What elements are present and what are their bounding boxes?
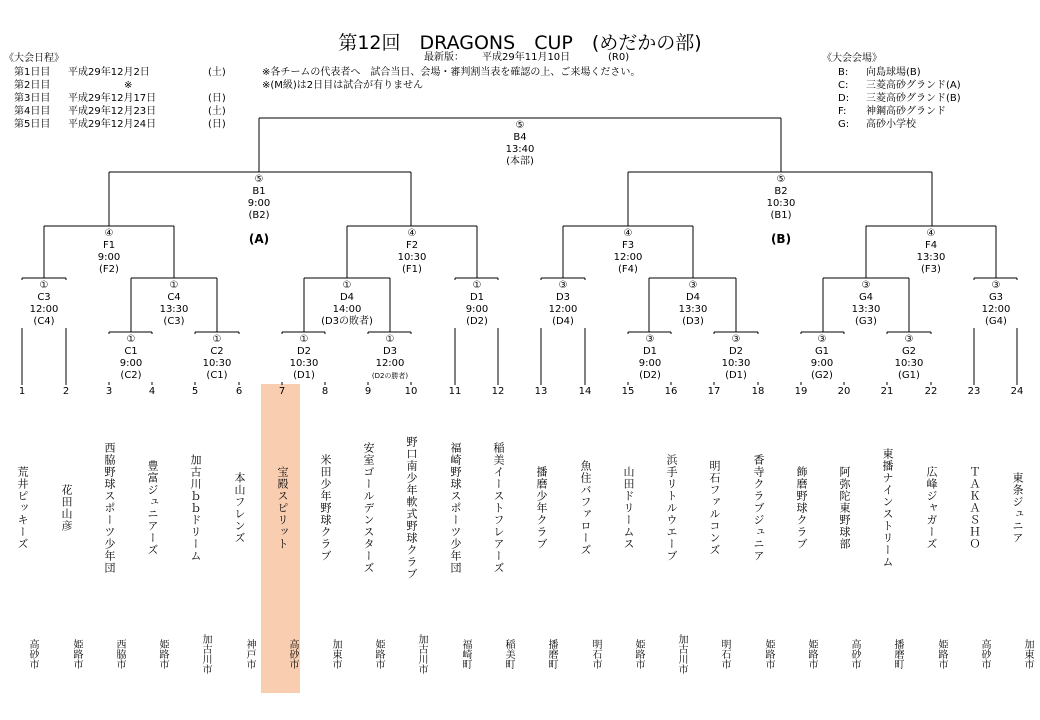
match-round: ③: [645, 334, 655, 345]
team-city: 高砂市: [27, 639, 38, 669]
match-code: F3: [621, 240, 635, 251]
venue-code: C:: [838, 80, 849, 91]
team-entry: [914, 386, 948, 669]
team-city: 播磨町: [892, 639, 903, 669]
match-round: ①: [342, 280, 352, 291]
match-code: D4: [339, 292, 355, 303]
match-code: C1: [124, 346, 138, 357]
team-name: 本山フレンズ: [233, 471, 246, 544]
team-entry: [135, 386, 169, 669]
match-code: B2: [774, 186, 788, 197]
schedule-day-date: 平成29年12月17日: [68, 93, 157, 104]
team-name: 稲美イーストフレアーズ: [492, 441, 505, 574]
team-city: 神戸市: [244, 639, 255, 669]
schedule-day-label: 第4日目: [14, 106, 51, 117]
match-round: ①: [169, 280, 179, 291]
match-time: 12:00: [375, 358, 405, 369]
match-code: B1: [252, 186, 266, 197]
team-name: 阿弥陀東野球部: [838, 465, 851, 550]
team-city: 高砂市: [287, 639, 298, 669]
team-name: 飾磨野球クラブ: [795, 465, 808, 550]
team-number: 16: [664, 386, 678, 397]
match-code: F1: [102, 240, 116, 251]
team-number: 19: [794, 386, 808, 397]
team-name: 浜手リトルウエーブ: [665, 453, 678, 562]
team-entry: [222, 386, 256, 669]
team-name: ＴＡＫＡＳＨＯ: [968, 465, 981, 550]
team-entry: [870, 386, 904, 669]
team-name: 西脇野球スポーツ少年団: [103, 441, 116, 574]
team-number: 14: [578, 386, 592, 397]
venue-name: 三菱高砂グランド(A): [866, 80, 961, 91]
team-city: 姫路市: [763, 639, 774, 669]
match-g2: [881, 334, 937, 382]
venue-name: 高砂小学校: [866, 119, 916, 130]
match-time: 10:30: [766, 198, 796, 209]
team-name: 花田山彦: [60, 483, 73, 532]
team-entry: [784, 386, 818, 669]
venue-code: G:: [838, 119, 850, 130]
team-name: 安室ゴールデンスターズ: [362, 441, 375, 574]
match-d3a: [362, 334, 418, 382]
match-f1: [81, 228, 137, 276]
team-name: 加古川ｂｂドリーム: [189, 453, 202, 562]
version-date: 平成29年11月10日: [482, 52, 571, 63]
match-c2: [189, 334, 245, 382]
match-d4b: [665, 280, 721, 328]
match-slot: (D4): [552, 316, 574, 327]
match-round: ⑤: [776, 174, 786, 185]
match-round: ①: [472, 280, 482, 291]
match-code: D4: [685, 292, 701, 303]
version-label: 最新版：: [424, 52, 464, 63]
team-number: 8: [321, 386, 329, 397]
match-slot: (本部): [506, 156, 534, 167]
match-g1: [794, 334, 850, 382]
team-number: 24: [1010, 386, 1024, 397]
schedule-day-date: 平成29年12月24日: [68, 119, 157, 130]
team-entry: [178, 386, 212, 674]
match-time: 13:30: [851, 304, 881, 315]
team-name: 荒井ピッキーズ: [16, 465, 29, 550]
team-name: 東播ナインストリーム: [881, 447, 894, 568]
team-number: 21: [880, 386, 894, 397]
team-city: 西脇市: [114, 639, 125, 669]
match-d3b: [535, 280, 591, 328]
schedule-day-weekday: (土): [208, 67, 226, 78]
team-city: 福崎町: [460, 639, 471, 669]
team-number: 2: [62, 386, 70, 397]
match-time: 9:00: [810, 358, 834, 369]
team-number: 12: [491, 386, 505, 397]
match-slot: (G1): [898, 370, 920, 381]
match-round: ③: [817, 334, 827, 345]
team-name: 播磨少年クラブ: [535, 465, 548, 550]
match-round: ①: [385, 334, 395, 345]
team-number: 6: [235, 386, 243, 397]
match-slot: (F3): [921, 264, 941, 275]
match-slot: (G2): [811, 370, 833, 381]
match-b1: [231, 174, 287, 222]
team-entry: [524, 386, 558, 669]
match-time: 13:30: [159, 304, 189, 315]
match-code: C4: [167, 292, 181, 303]
match-round: ①: [212, 334, 222, 345]
match-code: G3: [988, 292, 1004, 303]
match-round: ③: [558, 280, 568, 291]
match-time: 9:00: [119, 358, 143, 369]
match-round: ④: [407, 228, 417, 239]
match-round: ③: [731, 334, 741, 345]
team-city: 播磨町: [546, 639, 557, 669]
match-time: 12:00: [548, 304, 578, 315]
match-time: 9:00: [247, 198, 271, 209]
team-entry: [351, 386, 385, 669]
team-entry-highlighted: [265, 386, 299, 669]
team-number: 9: [364, 386, 372, 397]
schedule-day-date: 平成29年12月2日: [68, 67, 150, 78]
schedule-heading: 《大会日程》: [4, 53, 64, 64]
match-code: D3: [555, 292, 571, 303]
team-entry: [5, 386, 39, 669]
match-c3: [16, 280, 72, 328]
team-name: 東条ジュニア: [1011, 471, 1024, 544]
schedule-day-date: ※: [124, 80, 133, 91]
team-name: 広峰ジャガーズ: [925, 465, 938, 550]
team-number: 7: [278, 386, 286, 397]
team-city: 姫路市: [633, 639, 644, 669]
team-number: 10: [404, 386, 418, 397]
team-name: 明石ファルコンズ: [708, 459, 721, 556]
match-code: C2: [210, 346, 224, 357]
match-code: F4: [924, 240, 938, 251]
team-city: 明石市: [590, 639, 601, 669]
team-city: 明石市: [719, 639, 730, 669]
match-code: D2: [728, 346, 744, 357]
match-slot: (B2): [248, 210, 270, 221]
match-slot: (C1): [206, 370, 228, 381]
team-city: 姫路市: [373, 639, 384, 669]
team-number: 17: [707, 386, 721, 397]
team-city: 稲美町: [503, 639, 514, 669]
team-entry: [957, 386, 991, 669]
block-label-a: (A): [248, 232, 270, 246]
team-number: 1: [18, 386, 26, 397]
match-slot: (B1): [770, 210, 792, 221]
team-name: 香寺クラブジュニア: [752, 453, 765, 562]
team-name: 豊富ジュニアーズ: [146, 459, 159, 556]
schedule-day-label: 第2日目: [14, 80, 51, 91]
team-city: 姫路市: [71, 639, 82, 669]
match-final: [492, 120, 548, 168]
match-time: 9:00: [97, 252, 121, 263]
match-slot: (D1): [293, 370, 315, 381]
match-time: 10:30: [397, 252, 427, 263]
schedule-day-label: 第1日目: [14, 67, 51, 78]
team-number: 18: [751, 386, 765, 397]
team-name: 米田少年野球クラブ: [319, 453, 332, 562]
match-d1b: [622, 334, 678, 382]
match-slot: (D2の勝者): [371, 372, 409, 380]
match-round: ④: [926, 228, 936, 239]
team-entry: [438, 386, 472, 669]
team-number: 20: [837, 386, 851, 397]
match-code: G2: [901, 346, 917, 357]
team-city: 姫路市: [936, 639, 947, 669]
schedule-day-weekday: (土): [208, 106, 226, 117]
match-g3: [968, 280, 1024, 328]
match-round: ③: [991, 280, 1001, 291]
team-entry: [568, 386, 602, 669]
match-time: 10:30: [289, 358, 319, 369]
team-entry: [308, 386, 342, 669]
match-g4: [838, 280, 894, 328]
match-slot: (D2): [466, 316, 488, 327]
team-city: 加東市: [1022, 639, 1033, 669]
revision-label: (R0): [608, 52, 630, 63]
match-c1: [103, 334, 159, 382]
match-slot: (D3): [682, 316, 704, 327]
match-round: ③: [904, 334, 914, 345]
match-time: 10:30: [894, 358, 924, 369]
match-round: ③: [688, 280, 698, 291]
match-slot: (D2): [639, 370, 661, 381]
venue-code: F:: [838, 106, 847, 117]
match-code: D1: [469, 292, 485, 303]
team-number: 4: [148, 386, 156, 397]
match-slot: (G4): [985, 316, 1007, 327]
match-c4: [146, 280, 202, 328]
venues-heading: 《大会会場》: [822, 53, 882, 64]
match-code: D2: [296, 346, 312, 357]
schedule-day-weekday: (日): [208, 93, 226, 104]
team-entry: [654, 386, 688, 674]
match-round: ⑤: [254, 174, 264, 185]
match-slot: (F1): [402, 264, 422, 275]
match-slot: (D1): [725, 370, 747, 381]
team-number: 23: [967, 386, 981, 397]
match-round: ①: [126, 334, 136, 345]
team-name: 山田ドリームス: [622, 465, 635, 550]
match-slot: (D3の敗者): [321, 316, 373, 327]
venue-code: D:: [838, 93, 850, 104]
block-label-b: (B): [770, 232, 792, 246]
match-time: 9:00: [638, 358, 662, 369]
match-round: ①: [299, 334, 309, 345]
match-f3: [600, 228, 656, 276]
match-time: 12:00: [981, 304, 1011, 315]
team-entry: [611, 386, 645, 669]
match-code: D1: [642, 346, 658, 357]
match-time: 14:00: [332, 304, 362, 315]
match-slot: (G3): [855, 316, 877, 327]
team-name: 福崎野球スポーツ少年団: [449, 441, 462, 574]
match-code: G1: [814, 346, 830, 357]
team-entry: [92, 386, 126, 669]
team-number: 3: [105, 386, 113, 397]
team-city: 高砂市: [849, 639, 860, 669]
match-slot: (C2): [120, 370, 142, 381]
schedule-day-label: 第3日目: [14, 93, 51, 104]
team-city: 姫路市: [157, 639, 168, 669]
page-title: 第12回 DRAGONS CUP (めだかの部): [338, 32, 702, 54]
match-round: ①: [39, 280, 49, 291]
venue-name: 三菱高砂グランド(B): [866, 93, 961, 104]
match-time: 9:00: [465, 304, 489, 315]
team-entry: [741, 386, 775, 669]
match-time: 10:30: [202, 358, 232, 369]
match-d2b: [708, 334, 764, 382]
venue-code: B:: [838, 67, 849, 78]
team-entry: [697, 386, 731, 669]
team-number: 22: [924, 386, 938, 397]
match-time: 13:40: [505, 144, 535, 155]
match-time: 10:30: [721, 358, 751, 369]
match-d2a: [276, 334, 332, 382]
match-time: 13:30: [916, 252, 946, 263]
schedule-day-weekday: (日): [208, 119, 226, 130]
match-slot: (C3): [163, 316, 185, 327]
venue-name: 神鋼高砂グランド: [866, 106, 946, 117]
team-entry: [481, 386, 515, 669]
match-d1a: [449, 280, 505, 328]
team-number: 11: [448, 386, 462, 397]
team-city: 加古川市: [200, 634, 211, 674]
match-slot: (F2): [99, 264, 119, 275]
match-f4: [903, 228, 959, 276]
match-code: D3: [382, 346, 398, 357]
team-number: 5: [191, 386, 199, 397]
match-time: 12:00: [29, 304, 59, 315]
team-number: 13: [534, 386, 548, 397]
match-slot: (C4): [33, 316, 55, 327]
match-time: 12:00: [613, 252, 643, 263]
match-code: C3: [37, 292, 51, 303]
match-code: G4: [858, 292, 874, 303]
match-f2: [384, 228, 440, 276]
match-code: F2: [405, 240, 419, 251]
team-name: 野口南少年軟式野球クラブ: [405, 435, 418, 580]
team-city: 加古川市: [416, 634, 427, 674]
match-d4a: [319, 280, 375, 328]
match-round: ④: [104, 228, 114, 239]
match-b2: [753, 174, 809, 222]
match-time: 13:30: [678, 304, 708, 315]
team-number: 15: [621, 386, 635, 397]
match-slot: (F4): [618, 264, 638, 275]
team-city: 高砂市: [979, 639, 990, 669]
team-entry: [1000, 386, 1034, 669]
match-code: B4: [513, 132, 527, 143]
team-entry: [394, 386, 428, 674]
team-entry: [49, 386, 83, 669]
schedule-day-label: 第5日目: [14, 119, 51, 130]
schedule-day-date: 平成29年12月23日: [68, 106, 157, 117]
team-name: 宝殿スピリット: [276, 465, 289, 550]
team-entry: [827, 386, 861, 669]
note-text: ※各チームの代表者へ 試合当日、会場・審判割当表を確認の上、ご来場ください。: [262, 67, 641, 78]
team-city: 姫路市: [806, 639, 817, 669]
note-text: ※(M級)は2日目は試合が有りません: [262, 80, 424, 91]
match-round: ④: [623, 228, 633, 239]
team-name: 魚住バファローズ: [579, 459, 592, 556]
team-city: 加東市: [330, 639, 341, 669]
match-round: ③: [861, 280, 871, 291]
venue-name: 向島球場(B): [866, 67, 921, 78]
team-city: 加古川市: [676, 634, 687, 674]
match-round: ⑤: [515, 120, 525, 131]
